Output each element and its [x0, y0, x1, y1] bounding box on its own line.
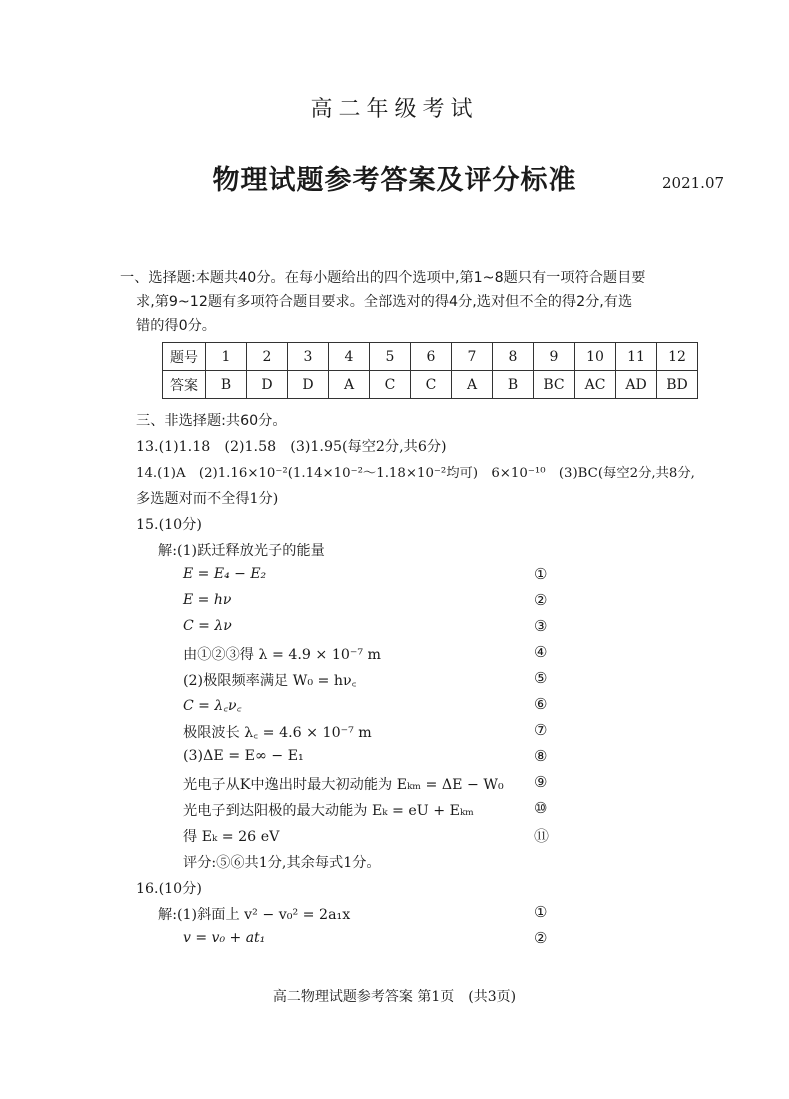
q15-scoring-note: 评分:⑤⑥共1分,其余每式1分。	[183, 855, 381, 871]
equation-marker: ②	[534, 929, 548, 947]
table-cell: AC	[575, 371, 616, 399]
q15-solution-line: 解:(1)跃迁释放光子的能量	[158, 543, 325, 559]
q13-answer: 13.(1)1.18 (2)1.58 (3)1.95(每空2分,共6分)	[136, 439, 447, 455]
equation-marker: ①	[534, 903, 548, 921]
q15-solution-line: 极限波长 λ꜀ = 4.6 × 10⁻⁷ m	[183, 725, 372, 741]
equation-marker: ②	[534, 591, 548, 609]
section1-instructions	[120, 266, 736, 338]
table-cell: 9	[534, 343, 575, 371]
table-row-numbers	[163, 343, 698, 371]
table-cell: D	[288, 371, 329, 399]
document-title: 物理试题参考答案及评分标准	[212, 165, 577, 196]
table-header-cell: 答案	[163, 371, 206, 399]
q15-equation: C = λν	[183, 618, 232, 634]
q15-equation: C = λ꜀ν꜀	[183, 698, 242, 714]
table-cell: A	[452, 371, 493, 399]
section1-line: 一、选择题:本题共40分。在每小题给出的四个选项中,第1~8题只有一项符合题目要	[120, 270, 646, 286]
q15-solution-line: 光电子到达阳极的最大动能为 Eₖ = eU + Eₖₘ	[183, 803, 474, 819]
answer-table	[162, 342, 698, 399]
equation-marker: ⑨	[534, 773, 548, 791]
equation-marker: ⑥	[534, 695, 548, 713]
section3-heading: 三、非选择题:共60分。	[136, 413, 287, 429]
equation-marker: ⑦	[534, 721, 548, 739]
table-row-answers	[163, 371, 698, 399]
table-cell: 8	[493, 343, 534, 371]
table-cell: 11	[616, 343, 657, 371]
equation-marker: ③	[534, 617, 548, 635]
table-cell: D	[247, 371, 288, 399]
table-cell: AD	[616, 371, 657, 399]
q15-solution-line: 光电子从K中逸出时最大初动能为 Eₖₘ = ΔE − W₀	[183, 777, 504, 793]
table-cell: BC	[534, 371, 575, 399]
q14-answer-line2: 多选题对而不全得1分)	[136, 491, 279, 507]
table-cell: 6	[411, 343, 452, 371]
table-cell: 4	[329, 343, 370, 371]
q15-solution-line: (3)ΔE = E∞ − E₁	[183, 748, 304, 764]
equation-marker: ⑧	[534, 747, 548, 765]
table-cell: 7	[452, 343, 493, 371]
equation-marker: ①	[534, 565, 548, 583]
q15-equation: E = E₄ − E₂	[183, 566, 267, 582]
q14-answer-line1: 14.(1)A (2)1.16×10⁻²(1.14×10⁻²～1.18×10⁻²均可) 6×10⁻¹⁰ (3)BC(每空2分,共8分,	[136, 466, 695, 481]
equation-marker: ⑪	[534, 827, 550, 845]
table-cell: B	[206, 371, 247, 399]
section1-line: 错的得0分。	[136, 318, 216, 334]
q16-heading: 16.(10分)	[136, 881, 202, 897]
table-cell: 3	[288, 343, 329, 371]
q16-equation: v = v₀ + at₁	[183, 930, 266, 946]
equation-marker: ⑤	[534, 669, 548, 687]
table-cell: 2	[247, 343, 288, 371]
q15-solution-line: 由①②③得 λ = 4.9 × 10⁻⁷ m	[183, 647, 382, 663]
table-cell: 12	[657, 343, 698, 371]
page-footer: 高二物理试题参考答案 第1页 (共3页)	[272, 989, 517, 1005]
exam-date: 2021.07	[662, 174, 725, 192]
table-cell: B	[493, 371, 534, 399]
q15-solution-line: (2)极限频率满足 W₀ = hν꜀	[183, 673, 357, 689]
equation-marker: ⑩	[534, 799, 548, 817]
table-cell: 10	[575, 343, 616, 371]
table-cell: 1	[206, 343, 247, 371]
equation-marker: ④	[534, 643, 548, 661]
table-cell: BD	[657, 371, 698, 399]
q15-heading: 15.(10分)	[136, 517, 202, 533]
section1-line: 求,第9~12题有多项符合题目要求。全部选对的得4分,选对但不全的得2分,有选	[136, 294, 633, 310]
table-cell: 5	[370, 343, 411, 371]
table-cell: C	[411, 371, 452, 399]
table-cell: C	[370, 371, 411, 399]
table-header-cell: 题号	[163, 343, 206, 371]
table-cell: A	[329, 371, 370, 399]
q15-equation: E = hν	[183, 592, 232, 608]
q16-solution-line: 解:(1)斜面上 v² − v₀² = 2a₁x	[158, 907, 351, 923]
exam-title: 高二年级考试	[310, 97, 479, 122]
q15-solution-line: 得 Eₖ = 26 eV	[183, 829, 280, 845]
